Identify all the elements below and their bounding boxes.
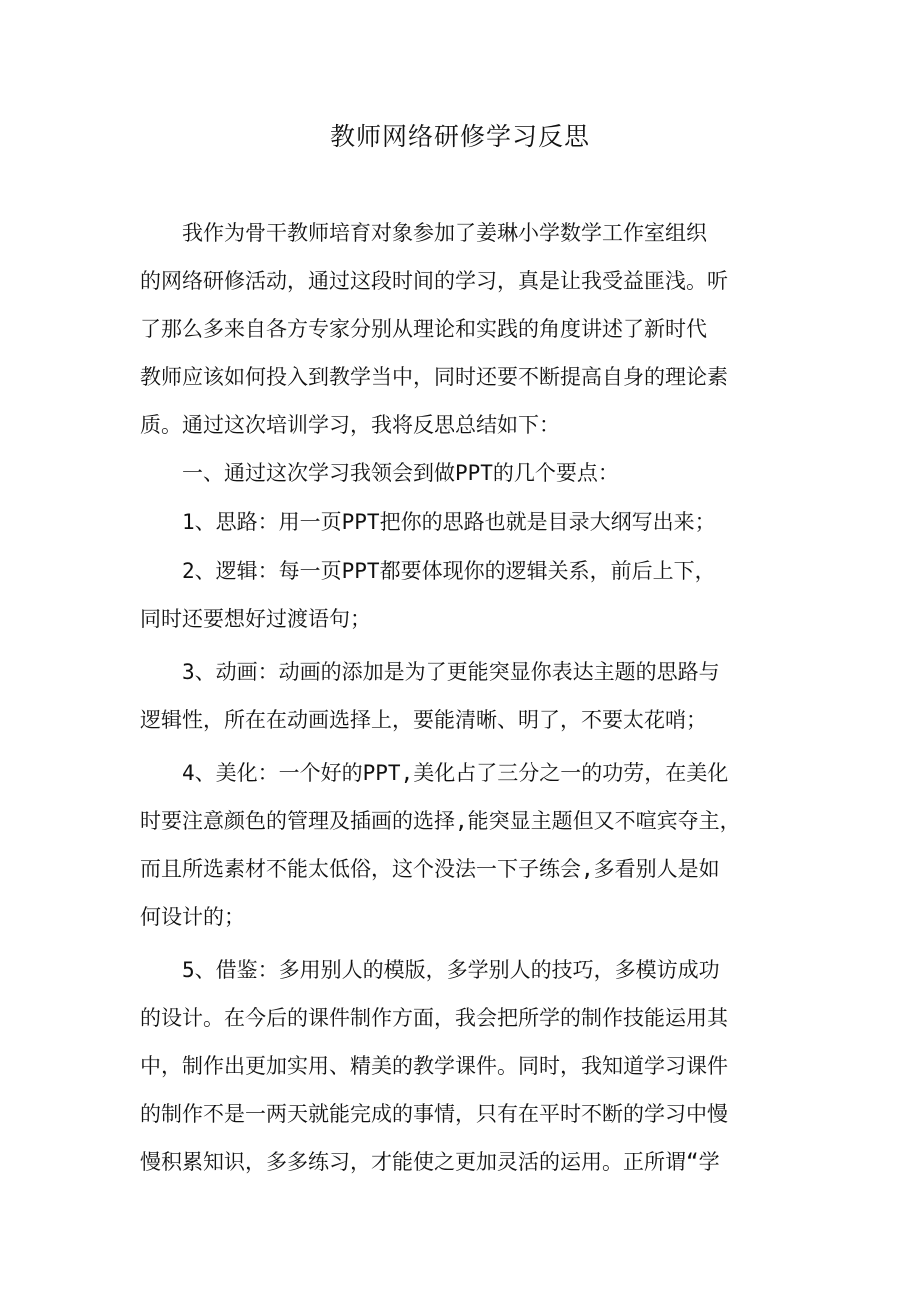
paragraph-line: 了那么多来自各方专家分别从理论和实践的角度讲述了新时代 <box>140 317 707 341</box>
paragraph-line: 2、逻辑：每一页PPT都要体现你的逻辑关系，前后上下， <box>140 559 716 583</box>
paragraph-line: 时要注意颜色的管理及插画的选择,能突显主题但又不喧宾夺主， <box>140 809 741 833</box>
paragraph-line: 3、动画：动画的添加是为了更能突显你表达主题的思路与 <box>140 660 720 684</box>
paragraph-line: 同时还要想好过渡语句； <box>140 607 371 631</box>
paragraph-line: 质。通过这次培训学习，我将反思总结如下： <box>140 413 560 437</box>
paragraph-line: 一、通过这次学习我领会到做PPT的几个要点： <box>140 461 619 485</box>
paragraph-line: 5、借鉴：多用别人的模版，多学别人的技巧，多模访成功 <box>140 958 720 982</box>
paragraph-line: 中，制作出更加实用、精美的教学课件。同时，我知道学习课件 <box>140 1054 728 1078</box>
paragraph-line: 何设计的； <box>140 905 245 929</box>
paragraph-line: 4、美化：一个好的PPT,美化占了三分之一的功劳，在美化 <box>140 761 729 785</box>
paragraph-line: 慢积累知识，多多练习，才能使之更加灵活的运用。正所谓“学 <box>140 1150 720 1174</box>
paragraph-line: 1、思路：用一页PPT把你的思路也就是目录大纲写出来； <box>140 510 716 534</box>
document-title: 教师网络研修学习反思 <box>329 122 590 151</box>
paragraph-line: 的制作不是一两天就能完成的事情，只有在平时不断的学习中慢 <box>140 1102 728 1126</box>
paragraph-line: 教师应该如何投入到教学当中，同时还要不断提高自身的理论素 <box>140 365 728 389</box>
paragraph-line: 我作为骨干教师培育对象参加了姜琳小学数学工作室组织 <box>140 221 707 245</box>
paragraph-line: 而且所选素材不能太低俗，这个没法一下子练会,多看别人是如 <box>140 857 720 881</box>
paragraph-line: 逻辑性，所在在动画选择上，要能清晰、明了，不要太花哨； <box>140 708 707 732</box>
paragraph-line: 的设计。在今后的课件制作方面，我会把所学的制作技能运用其 <box>140 1006 728 1030</box>
paragraph-line: 的网络研修活动，通过这段时间的学习，真是让我受益匪浅。听 <box>140 269 728 293</box>
